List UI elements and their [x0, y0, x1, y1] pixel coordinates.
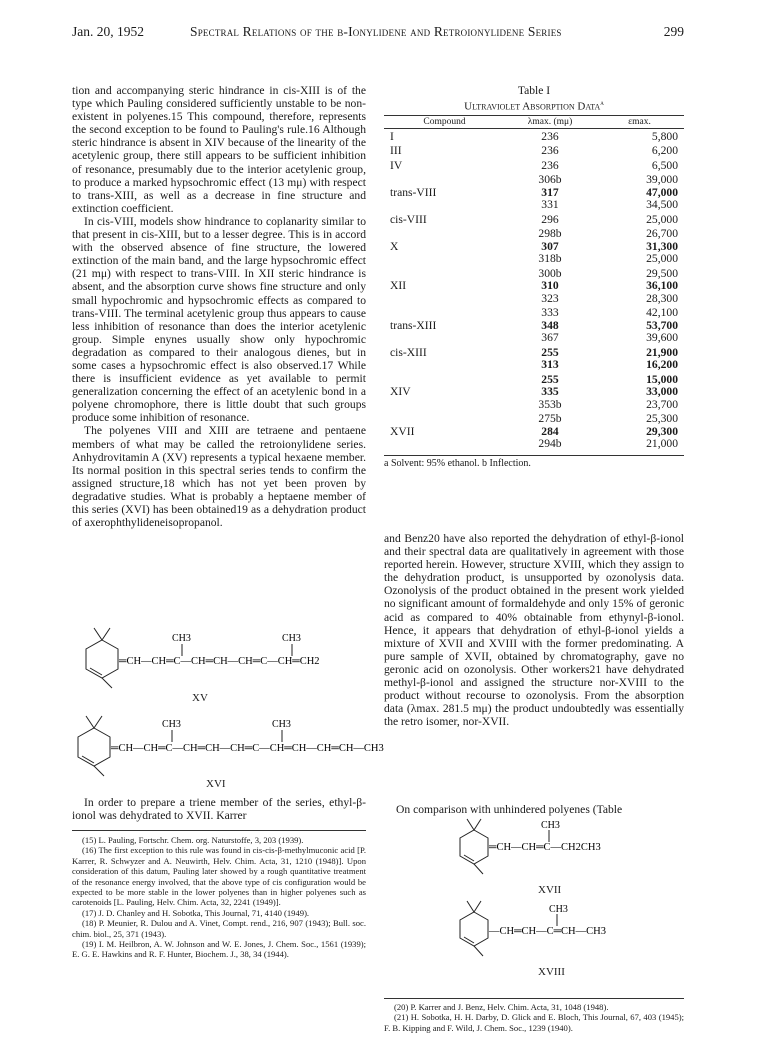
structure-label: XVI — [206, 778, 226, 790]
footnote: (20) P. Karrer and J. Benz, Helv. Chim. Acta, 31, 1048 (1948). — [394, 1002, 609, 1012]
epsilon-cell: 39,000 — [646, 173, 678, 187]
table-row — [384, 143, 684, 158]
lambda-cell: 255 — [541, 345, 559, 359]
table-row — [384, 253, 684, 266]
compound-cell: trans-XIII — [390, 318, 437, 332]
structure-label: XVIII — [538, 966, 565, 978]
table-row — [384, 226, 684, 241]
footnote: (17) J. D. Chanley and H. Sobotka, This Journal, 71, 4140 (1949). — [82, 907, 310, 918]
lambda-cell: 300b — [538, 266, 562, 280]
lambda-cell: 255 — [541, 372, 559, 386]
lambda-cell: 275b — [538, 412, 562, 426]
column-header: εmax. — [595, 115, 684, 128]
compound-cell: cis-VIII — [390, 212, 427, 226]
compound-cell — [384, 172, 505, 187]
compound-cell: I — [390, 129, 394, 143]
table-row — [384, 372, 684, 387]
table-caption: Table I — [517, 84, 551, 97]
structure-label: XVII — [538, 884, 562, 896]
lambda-cell: 333 — [541, 306, 559, 320]
lambda-cell: 367 — [541, 331, 559, 345]
lambda-cell: 284 — [541, 424, 559, 438]
table-row — [384, 280, 684, 293]
methyl-label: CH3 — [272, 719, 291, 730]
epsilon-cell: 25,000 — [646, 252, 678, 266]
column-header: Compound — [384, 115, 505, 128]
compound-cell — [384, 305, 505, 320]
left-column-end — [72, 796, 366, 822]
epsilon-cell: 39,600 — [646, 331, 678, 345]
epsilon-cell: 15,000 — [646, 372, 678, 386]
table-row — [384, 199, 684, 212]
compound-cell: XIV — [390, 385, 411, 399]
table-uv-absorption — [384, 84, 684, 469]
compound-cell — [384, 253, 505, 266]
table-subtitle: Ultraviolet Absorption Data$^a$ — [464, 99, 604, 113]
lambda-cell: 294b — [538, 437, 562, 451]
page-number: 299 — [663, 24, 684, 39]
lambda-cell: 236 — [541, 144, 559, 158]
epsilon-cell: 6,500 — [651, 158, 678, 172]
compound-cell: XVII — [390, 424, 415, 438]
lambda-cell: 310 — [541, 279, 559, 293]
table-row — [384, 320, 684, 333]
header-date: Jan. 20, 1952 — [72, 24, 144, 39]
table-row — [384, 266, 684, 281]
epsilon-cell: 36,100 — [646, 279, 678, 293]
paragraph: In order to prepare a triene member of the series, ethyl-β-ionol was dehydrated to XVII. Karrer — [72, 796, 366, 823]
lambda-cell: 331 — [541, 198, 559, 212]
epsilon-cell: 29,300 — [646, 424, 678, 438]
lambda-cell: 307 — [541, 239, 559, 253]
footnotes-right — [384, 1002, 684, 1033]
epsilon-cell: 28,300 — [646, 291, 678, 305]
epsilon-cell: 25,000 — [646, 212, 678, 226]
lambda-cell: 306b — [538, 173, 562, 187]
lambda-cell: 236 — [541, 129, 559, 143]
lambda-cell: 348 — [541, 318, 559, 332]
epsilon-cell: 53,700 — [646, 318, 678, 332]
paragraph: In cis-VIII, models show hindrance to coplanarity similar to that present in cis-XIII, but to a lesser degree. This is in accord with the observed absence of fine structure, the lowered extinction of the main band, and the large hypsochromic effect (21 mμ) with respect to trans-VIII. In XII steric hindrance is absent, and the absorption curve shows fine structure and only small hypochromic and hypsochromic effects as compared to trans-VIII. The terminal acetylenic group thus appears to cause less inhibition of resonance than does the interior acetylenic group. Simple enynes usually show only hypochromic degradation as compared to their analogous dienes, but in some cases a hypsochromic effect is also observed.17 While there is insufficient evidence as yet available to permit generalization concerning the effect of an acetylenic bond in a polyene chromophore, there is little doubt that such groups produce some inhibition of resonance. — [72, 214, 366, 425]
compound-cell — [384, 226, 505, 241]
methyl-label: CH3 — [162, 719, 181, 730]
compound-cell — [384, 266, 505, 281]
epsilon-cell: 42,100 — [646, 306, 678, 320]
table-row — [384, 426, 684, 439]
footnote-rule — [384, 998, 684, 999]
epsilon-cell: 21,900 — [646, 345, 678, 359]
lambda-cell: 296 — [541, 212, 559, 226]
epsilon-cell: 5,800 — [651, 129, 678, 143]
table-row — [384, 399, 684, 412]
lambda-cell: 318b — [538, 252, 562, 266]
table-row — [384, 212, 684, 227]
epsilon-cell: 6,200 — [651, 144, 678, 158]
table-row — [384, 386, 684, 399]
epsilon-cell: 16,200 — [646, 358, 678, 372]
epsilon-cell: 47,000 — [646, 185, 678, 199]
chain-formula: ═CH—CH═C—CH═CH—CH═C—CH═CH—CH═CH—CH3 — [111, 743, 384, 754]
footnotes-left — [72, 835, 366, 960]
footnote-rule — [72, 830, 366, 831]
epsilon-cell: 34,500 — [646, 198, 678, 212]
lambda-cell: 236 — [541, 158, 559, 172]
epsilon-cell: 26,700 — [646, 227, 678, 241]
lambda-cell: 353b — [538, 397, 562, 411]
structure-xv — [72, 624, 372, 692]
methyl-label: CH3 — [172, 633, 191, 644]
right-column — [384, 532, 684, 728]
table-row — [384, 345, 684, 360]
lambda-cell: 317 — [541, 185, 559, 199]
right-column-end — [384, 803, 684, 816]
compound-cell — [384, 332, 505, 345]
chain-formula: ═CH—CH═C—CH2CH3 — [489, 842, 601, 853]
paragraph: and Benz20 have also reported the dehydration of ethyl-β-ionol and their spectral data are qualitatively in agreement with those reported herein. However, structure XVIII, which they assign to the dehydration product, is unsupported by ozonolysis data. Ozonolysis of the product obtained in the present work yielded no significant amount of formaldehyde and only 15% of geronic acid as compared to 40% obtainable from ethynyl-β-ionol. Hence, it appears that dehydration of ethyl-β-ionol yields a mixture of XVII and XVIII with the former predominating. A pure sample of XVII, obtained by chromatography, gave no geronic acid on ozonolysis. Other workers21 have dehydrated methyl-β-ionol and assigned the structure nor-XVIII to the product without recourse to ozonolysis. From the absorption data (λmax. 281.5 mμ) the product undoubtedly was essentially the retro isomer, nor-XVII. — [384, 532, 684, 729]
table-row — [384, 359, 684, 372]
structure-xviii — [448, 898, 668, 964]
epsilon-cell: 29,500 — [646, 266, 678, 280]
footnote: (19) I. M. Heilbron, A. W. Johnson and W. E. Jones, J. Chem. Soc., 1561 (1939); E. G. E. Hawkins and R. F. Hunter, Biochem. J., 38, 34 (1944). — [72, 939, 366, 960]
running-header — [72, 24, 684, 44]
table-row — [384, 411, 684, 426]
compound-cell — [384, 411, 505, 426]
compound-cell: IV — [390, 158, 403, 172]
compound-cell — [384, 199, 505, 212]
compound-cell — [384, 359, 505, 372]
compound-cell — [384, 399, 505, 412]
lambda-cell: 335 — [541, 385, 559, 399]
table-row — [384, 172, 684, 187]
footnote: (18) P. Meunier, R. Dulou and A. Vinet, Compt. rend., 216, 907 (1943); Bull. soc. chim. biol., 25, 371 (1943). — [72, 918, 366, 939]
methyl-label: CH3 — [549, 904, 568, 915]
table-row — [384, 241, 684, 254]
epsilon-cell: 23,700 — [646, 397, 678, 411]
data-table — [384, 115, 684, 451]
table-row — [384, 305, 684, 320]
epsilon-cell: 25,300 — [646, 412, 678, 426]
paragraph: The polyenes VIII and XIII are tetraene and pentaene members of what may be called the retroionylidene series. Anhydrovitamin A (XV) represents a typical hexaene member. Its normal position in this spectral series tends to confirm the assigned structure,18 which has not yet been proven by degradative studies. What is probably a heptaene member of this series (XVI) has been obtained19 as a dehydration product of axerophthylideneisopropanol. — [72, 424, 366, 530]
epsilon-cell: 31,300 — [646, 239, 678, 253]
compound-cell: trans-VIII — [390, 185, 437, 199]
lambda-cell: 323 — [541, 291, 559, 305]
structure-label: XV — [192, 692, 208, 704]
compound-cell — [384, 438, 505, 451]
table-row — [384, 187, 684, 200]
structure-xvii — [448, 816, 648, 878]
table-row — [384, 158, 684, 173]
chain-formula: —CH═CH—C═CH—CH3 — [489, 926, 606, 937]
table-row — [384, 293, 684, 306]
table-row — [384, 332, 684, 345]
compound-cell — [384, 372, 505, 387]
epsilon-cell: 33,000 — [646, 385, 678, 399]
paragraph: On comparison with unhindered polyenes (Table — [396, 803, 623, 816]
methyl-label: CH3 — [541, 820, 560, 831]
table-row — [384, 438, 684, 451]
paragraph: tion and accompanying steric hindrance in cis-XIII is of the type which Pauling considered sufficiently unstable to be non-existent in polyenes.15 This compound, therefore, represents the second exception to be found to Pauling's rule.16 Although steric hindrance is absent in XIV because of the linearity of the acetylenic group, there still appears to be sufficient inhibition of resonance, presumably due to the interior acetylenic group, to produce a marked hypsochromic effect (13 mμ) with respect to trans-XIII, as well as a decrease in fine structure and extinction coefficient. — [72, 84, 366, 215]
table-footnote: a Solvent: 95% ethanol. b Inflection. — [384, 455, 684, 469]
chain-formula: ═CH—CH═C—CH═CH—CH═C—CH═CH2 — [119, 656, 320, 667]
column-header: λmax. (mμ) — [505, 115, 595, 128]
compound-cell: X — [390, 239, 399, 253]
lambda-cell: 298b — [538, 227, 562, 241]
table-row — [384, 128, 684, 143]
compound-cell: III — [390, 144, 402, 158]
epsilon-cell: 21,000 — [646, 437, 678, 451]
footnote: (21) H. Sobotka, H. H. Darby, D. Glick and E. Bloch, This Journal, 67, 403 (1945); F. B. Kipping and F. Wild, J. Chem. Soc., 1239 (1940). — [384, 1012, 684, 1033]
compound-cell — [384, 293, 505, 306]
left-column — [72, 84, 366, 529]
compound-cell: XII — [390, 279, 407, 293]
header-title: Spectral Relations of the β-Ionylidene and Retroionylidene Series — [190, 24, 562, 39]
compound-cell: cis-XIII — [390, 345, 427, 359]
footnote: (16) The first exception to this rule was found in cis-cis-β-methylmuconic acid [P. Karrer, R. Schwyzer and A. Neuwirth, Helv. Chim. Acta, 31, 1210 (1948)]. Upon consideration of this datum, Pauling later showed by a rough quantitative treatment of the resonance energy involved, that the above type of cis configuration would be expected to be more stable in the lower polyenes than in higher polyenes such as carotenoids [L. Pauling, Helv. Chim. Acta, 32, 2241 (1949)]. — [72, 845, 366, 908]
lambda-cell: 313 — [541, 358, 559, 372]
methyl-label: CH3 — [282, 633, 301, 644]
footnote: (15) L. Pauling, Fortschr. Chem. org. Naturstoffe, 3, 203 (1939). — [82, 835, 304, 845]
